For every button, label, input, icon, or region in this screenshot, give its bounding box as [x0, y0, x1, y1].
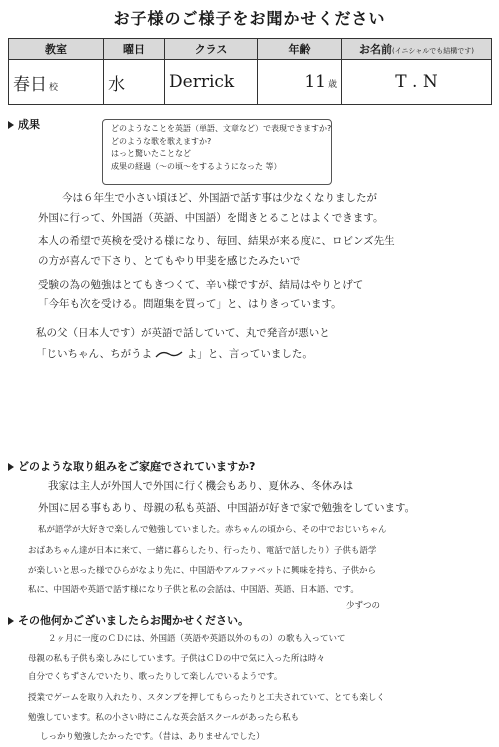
prompt-line: 成果の経過（〜の頃〜をするようになった 等）: [111, 161, 282, 171]
other-line: しっかり勉強したかったです。（昔は、ありませんでした）: [40, 732, 265, 742]
header-class: クラス: [165, 39, 258, 60]
home-line: おばあちゃん達が日本に来て、一緒に暮らしたり、行ったり、電話で話したり）子供も語学: [28, 546, 377, 556]
header-weekday: 曜日: [104, 39, 165, 60]
results-heading: [8, 116, 40, 132]
other-line: 勉強しています。私の小さい時にこんな英会話スクールがあったら私も: [28, 713, 300, 723]
other-line: ２ヶ月に一度のＣＤには、外国語（英語や英語以外のもの）の歌も入っていて: [48, 634, 346, 644]
header-name: [342, 39, 492, 60]
home-line: 私が語学が大好きで楽しんで勉強していました。赤ちゃんの頃から、その中でおじいちゃん: [38, 525, 387, 535]
age-value: 11: [304, 72, 326, 92]
results-heading-text: 成果: [18, 118, 40, 131]
header-age: 年齢: [258, 39, 342, 60]
results-line: よ」と、言っていました。: [186, 348, 313, 360]
results-line: 私の父（日本人です）が英語で話していて、丸で発音が悪いと: [36, 327, 330, 339]
other-heading-text: その他何かございましたらお聞かせください。: [18, 614, 249, 627]
bullet-icon: [8, 121, 14, 129]
classroom-unit: 校: [49, 82, 59, 93]
prompt-line: どのようなことを英語（単語、文章など）で表現できますか?: [111, 124, 332, 133]
classroom-cell[interactable]: [9, 60, 104, 105]
results-quote-line: [36, 346, 313, 361]
results-line: 「今年も次を受ける。問題集を買って」と、はりきっています。: [38, 298, 342, 310]
home-heading-text: どのような取り組みをご家庭でされていますか?: [18, 460, 256, 473]
results-line: 受験の為の勉強はとてもきつくて、辛い様ですが、結局はやりとげて: [38, 279, 364, 291]
results-line: の方が喜んで下さり、とてもやり甲斐を感じたみたいで: [38, 255, 301, 267]
other-line: 自分でくちずさんでいたり、歌ったりして楽しんでいるようです。: [28, 672, 283, 682]
results-line: 「じいちゃん、ちがうよ: [36, 348, 153, 360]
weekday-value: 水: [108, 74, 125, 95]
class-cell[interactable]: [165, 60, 258, 105]
other-heading: [8, 612, 249, 628]
header-name-label: お名前: [358, 43, 392, 56]
other-line: 母親の私も子供も楽しみにしています。子供はＣＤの中で気に入った所は時々: [28, 654, 325, 664]
results-prompt-box: [102, 119, 332, 185]
results-line: 今は６年生で小さい頃ほど、外国語で話す事は少なくなりましたが: [62, 192, 377, 204]
name-cell[interactable]: [342, 60, 492, 105]
results-line: 本人の希望で英検を受ける様になり、毎回、結果が来る度に、ロビンズ先生: [38, 235, 395, 247]
other-line: 授業でゲームを取り入れたり、スタンプを押してもらったりと工夫されていて、とても楽しく: [28, 693, 385, 703]
class-value: Derrick: [169, 72, 235, 92]
prompt-line: どのような歌を歌えますか?: [111, 136, 212, 146]
info-table: [8, 38, 492, 105]
age-cell[interactable]: [258, 60, 342, 105]
classroom-value: 春日: [13, 74, 47, 95]
home-line: 外国に居る事もあり、母親の私も英語、中国語が好きで家で勉強をしています。: [38, 502, 416, 514]
name-value: T . N: [395, 72, 438, 92]
bullet-icon: [8, 463, 14, 471]
home-line: が楽しいと思った様でひらがなより先に、中国語やアルファベットに興味を持ち、子供から: [28, 566, 376, 576]
results-line: 外国に行って、外国語（英語、中国語）を聞きとることはよくできます。: [38, 212, 384, 224]
bullet-icon: [8, 617, 14, 625]
intonation-wave-icon: [155, 349, 183, 359]
home-line: 我家は主人が外国人で外国に行く機会もあり、夏休み、冬休みは: [48, 480, 354, 492]
weekday-cell[interactable]: [104, 60, 165, 105]
home-line: 私に、中国語や英語で話す様になり子供と私の会話は、中国語、英語、日本語、です。: [28, 585, 359, 595]
age-unit: 歳: [327, 80, 337, 90]
header-classroom: 教室: [9, 39, 104, 60]
home-line: 少ずつの: [346, 601, 381, 611]
prompt-line: はっと驚いたことなど: [111, 149, 191, 158]
header-name-hint: (イニシャルでも結構です): [391, 47, 475, 55]
page-title: お子様のご様子をお聞かせください: [113, 9, 386, 28]
home-heading: [8, 458, 255, 474]
